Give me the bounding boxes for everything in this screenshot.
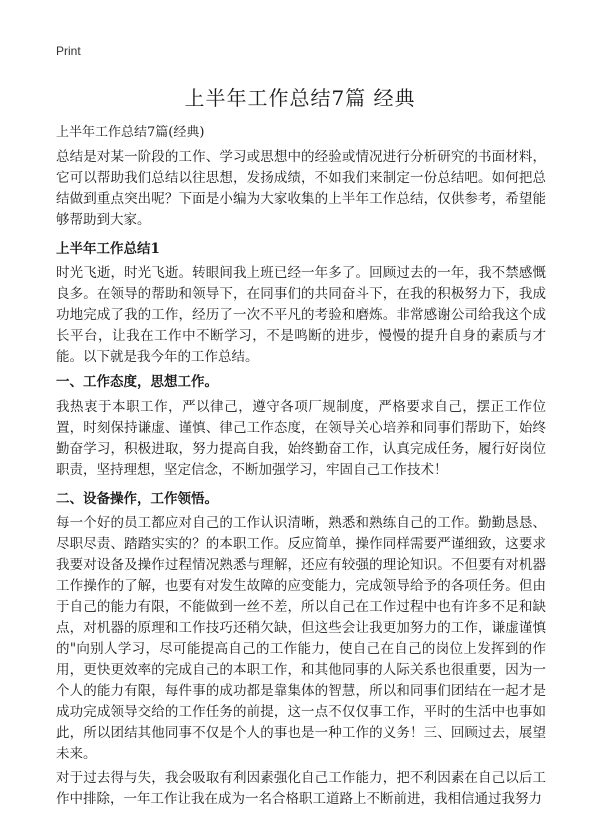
intro-paragraph: 总结是对某一阶段的工作、学习或思想中的经验或情况进行分析研究的书面材料，它可以帮助我们总结以往思想，发扬成绩，不如我们来制定一份总结吧。如何把总结做到重点突出呢？下面是小编为大家收集的上半年工作总结，仅供参考，希望能够帮助到大家。 [56,149,546,228]
part2-paragraph: 每一个好的员工都应对自己的工作认识清晰，熟悉和熟练自己的工作。勤勤恳恳、尽职尽责、踏踏实实的？的本职工作。反应简单，操作同样需要严谨细致，这要求我要对设备及操作过程情况熟悉与理解，还应有较强的理论知识。不但要有对机器工作操作的了解，也要有对发生故障的应变能力，完成领导给予的各项任务。但由于自己的能力有限，不能做到一丝不差，所以自己在工作过程中也有许多不足和缺点，对机器的原理和工作技巧还稍欠缺，但这些会让我更加努力的工作，谦虚谨慎的"向别人学习，尽可能提高自己的工作能力，使自己在自己的岗位上发挥到的作用，更快更效率的完成自己的本职工作，和其他同事的人际关系也很重要，因为一个人的能力有限，每件事的成功都是靠集体的智慧，所以和同事们团结在一起才是成功完成领导交给的工作任务的前提，这一点不仅仅事工作，平时的生活中也事如此，所以团结其他同事不仅是个人的事也是一种工作的义务！三、回顾过去，展望未来。 [56,515,546,762]
part1-paragraph: 我热衷于本职工作，严以律己，遵守各项厂规制度，严格要求自己，摆正工作位置，时刻保持谦虚、谨慎、律己工作态度，在领导关心培养和同事们帮助下，始终勤奋学习，积极进取，努力提高自我，始终勤奋工作，认真完成任务，履行好岗位职责，坚持理想，坚定信念，不断加强学习，牢固自己工作技术！ [56,399,546,478]
print-link[interactable]: Print [56,44,81,58]
part3-paragraph: 对于过去得与失，我会吸取有利因素强化自己工作能力，把不利因素在自己以后工作中排除，一年工作让我在成为一名合格职工道路上不断前进，我相信通过我努力 [56,770,546,807]
part1-heading: 一、工作态度，思想工作。 [56,374,218,390]
section1-heading: 上半年工作总结1 [56,241,160,257]
document-subtitle: 上半年工作总结7篇(经典) [56,125,205,140]
part2-heading: 二、设备操作，工作领悟。 [56,491,218,507]
section1-paragraph: 时光飞逝，时光飞逝。转眼间我上班已经一年多了。回顾过去的一年，我不禁感慨良多。在领导的帮助和领导下，在同事们的共同奋斗下，在我的积极努力下，我成功地完成了我的工作，经历了一次不平凡的考验和磨炼。非常感谢公司给我这个成长平台，让我在工作中不断学习，不是鸣断的进步，慢慢的提升自身的素质与才能。以下就是我今年的工作总结。 [56,265,546,365]
document-title: 上半年工作总结7篇 经典 [184,86,416,110]
